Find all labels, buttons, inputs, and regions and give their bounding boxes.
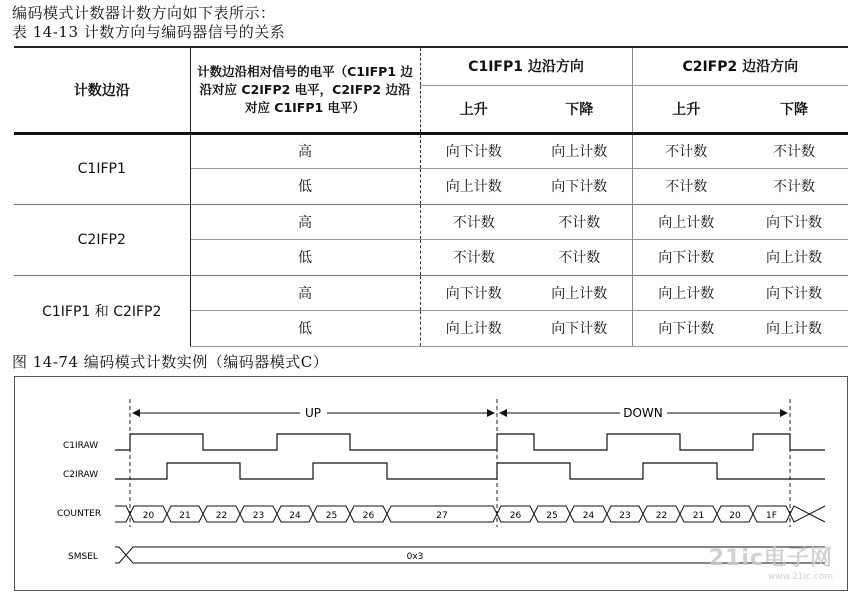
header-c2-direction: C2IFP2 边沿方向 — [632, 47, 848, 85]
c2-down-cell: 不计数 — [740, 169, 848, 205]
c2-down-cell: 向上计数 — [740, 240, 848, 276]
c1-down-cell: 向下计数 — [527, 311, 632, 347]
counter-value: 21 — [692, 511, 705, 521]
counter-bus — [115, 506, 825, 522]
counter-value: 27 — [436, 511, 448, 521]
intro-text: 编码模式计数器计数方向如下表所示： — [12, 4, 276, 22]
counter-value: 20 — [142, 511, 155, 521]
header-c2-down: 下降 — [740, 85, 848, 133]
signal-label-counter: COUNTER — [57, 509, 102, 519]
counter-value: 26 — [509, 511, 522, 521]
c2-down-cell: 向下计数 — [740, 204, 848, 240]
c1-down-cell: 向上计数 — [551, 144, 608, 161]
table-row — [14, 204, 848, 240]
level-cell: 低 — [190, 240, 420, 276]
c2-up-cell: 不计数 — [632, 133, 740, 169]
signal-label-c2iraw: C2IRAW — [63, 470, 99, 480]
counter-value: 1F — [766, 511, 777, 521]
smsel-value: 0x3 — [406, 552, 424, 562]
up-label: UP — [304, 406, 322, 420]
c2-up-cell: 不计数 — [632, 169, 740, 205]
header-c2-up: 上升 — [632, 85, 740, 133]
c2-up-cell: 向下计数 — [632, 240, 740, 276]
c1-up-cell: 向上计数 — [420, 169, 527, 205]
counter-value: 25 — [325, 511, 338, 521]
c1-up-cell: 向下计数 — [420, 275, 527, 311]
edge-cell: C2IFP2 — [14, 204, 190, 275]
c1-up-cell: 不计数 — [420, 240, 527, 276]
c1-down-cell: 向下计数 — [527, 169, 632, 205]
c1-up-cell: 向上计数 — [420, 311, 527, 347]
figure-caption: 图 14-74 编码模式计数实例（编码器模式C） — [12, 353, 329, 371]
header-edge: 计数边沿 — [14, 47, 190, 133]
header-level: 计数边沿相对信号的电平（C1IFP1 边沿对应 C2IFP2 电平，C2IFP2 边沿对应 C1IFP1 电平） — [190, 47, 420, 133]
header-c1-down: 下降 — [527, 85, 632, 133]
counter-value: 23 — [619, 511, 631, 521]
c1-down-cell: 不计数 — [527, 240, 632, 276]
table-row — [14, 275, 848, 311]
down-label: DOWN — [623, 406, 663, 420]
c2-up-cell: 向上计数 — [632, 275, 740, 311]
counter-value: 26 — [362, 511, 375, 521]
signal-label-smsel: SMSEL — [68, 552, 98, 562]
c2-down-cell: 不计数 — [773, 144, 816, 161]
counter-value: 20 — [729, 511, 741, 521]
table-row — [14, 133, 848, 169]
c1-down-cell: 向上计数 — [527, 275, 632, 311]
c1-up-cell: 不计数 — [420, 204, 527, 240]
c2-up-cell: 向上计数 — [632, 204, 740, 240]
counter-value: 23 — [252, 511, 265, 521]
level-cell: 高 — [190, 204, 420, 240]
counter-value: 24 — [582, 511, 595, 521]
c2-up-cell: 向下计数 — [632, 311, 740, 347]
edge-cell: C1IFP1 — [77, 161, 126, 177]
counter-value: 22 — [215, 511, 228, 521]
counter-value: 21 — [179, 511, 191, 521]
c2iraw-waveform — [115, 463, 825, 479]
counter-value: 24 — [289, 511, 301, 521]
c2-down-cell: 向下计数 — [740, 275, 848, 311]
header-c1-up: 上升 — [420, 85, 527, 133]
timing-diagram — [14, 376, 848, 591]
c1iraw-waveform — [115, 434, 825, 450]
c1-up-cell: 向下计数 — [420, 133, 527, 169]
watermark-logo — [709, 541, 833, 582]
edge-cell: C1IFP1 和 C2IFP2 — [14, 275, 190, 346]
c1-down-cell: 不计数 — [527, 204, 632, 240]
watermark-main: 21ic电子网 — [708, 546, 833, 571]
level-cell: 低 — [190, 169, 420, 205]
signal-label-c1iraw: C1IRAW — [63, 441, 99, 451]
level-cell: 高 — [190, 275, 420, 311]
counter-value: 22 — [655, 511, 668, 521]
watermark-sub: www.21ic.com — [767, 572, 833, 582]
header-c1-direction: C1IFP1 边沿方向 — [420, 47, 632, 85]
c2-down-cell: 向上计数 — [740, 311, 848, 347]
direction-table — [14, 46, 848, 347]
level-cell: 高 — [190, 133, 420, 169]
level-cell: 低 — [190, 311, 420, 347]
table-caption: 表 14-13 计数方向与编码器信号的关系 — [12, 23, 286, 41]
counter-value: 25 — [546, 511, 558, 521]
